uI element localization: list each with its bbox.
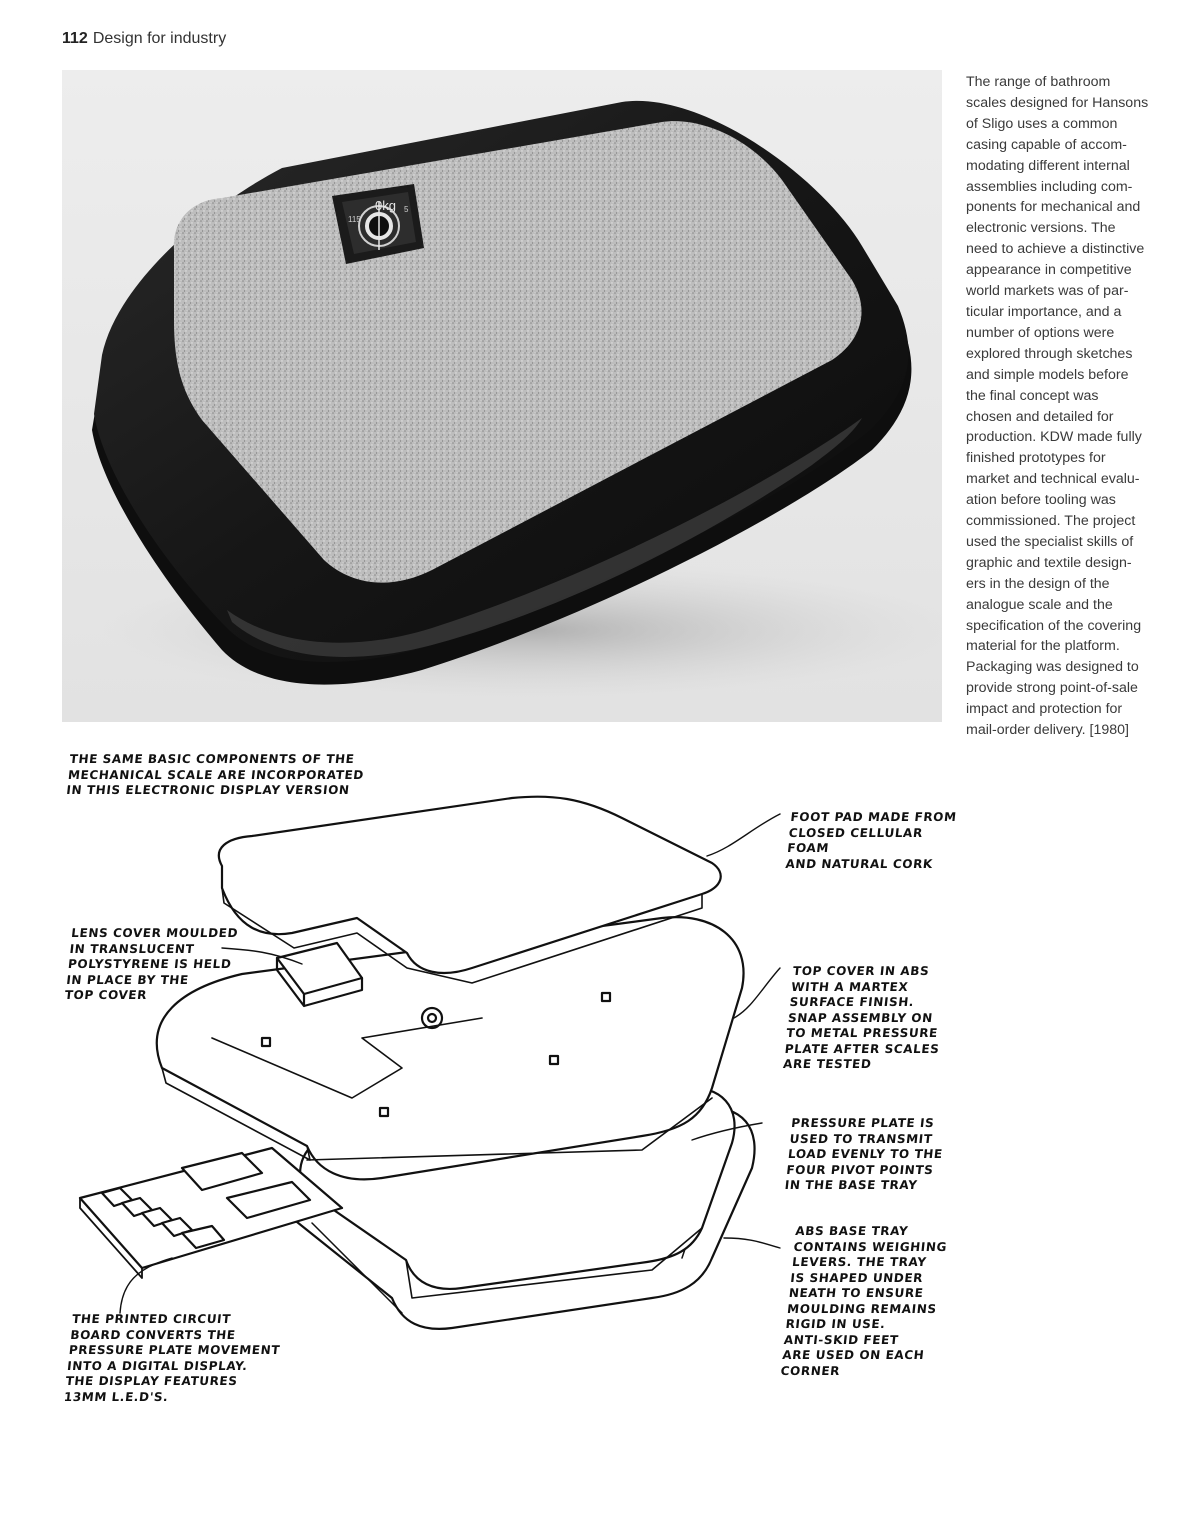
leader-foot-pad xyxy=(707,814,780,856)
leader-base-tray xyxy=(724,1238,780,1248)
dial-left-number: 115 xyxy=(348,215,361,224)
scale-photo-illustration xyxy=(62,70,942,722)
section-title: Design for industry xyxy=(92,30,227,47)
scale-photograph xyxy=(62,70,942,722)
label-base-tray: ABS BASE TRAY CONTAINS WEIGHING LEVERS. THE TRAY IS SHAPED UNDER NEATH TO ENSURE MOULDING REMAINS RIGID IN USE. ANTI-SKID FEET ARE USED ON EACH CORNER xyxy=(780,1224,948,1378)
label-pressure-plate: PRESSURE PLATE IS USED TO TRANSMIT LOAD EVENLY TO THE FOUR PIVOT POINTS IN THE BASE TRAY xyxy=(784,1116,944,1192)
running-head xyxy=(62,30,226,48)
note-same-components: THE SAME BASIC COMPONENTS OF THE MECHANICAL SCALE ARE INCORPORATED IN THIS ELECTRONIC DISPLAY VERSION xyxy=(65,752,365,797)
dial-right-number: 5 xyxy=(404,205,409,214)
exploded-view-diagram xyxy=(62,738,962,1438)
label-top-cover: TOP COVER IN ABS WITH A MARTEX SURFACE FINISH. SNAP ASSEMBLY ON TO METAL PRESSURE PLATE AFTER SCALES ARE TESTED xyxy=(782,964,941,1071)
label-circuit-board: THE PRINTED CIRCUIT BOARD CONVERTS THE PRESSURE PLATE MOVEMENT INTO A DIGITAL DISPLAY. THE DISPLAY FEATURES 13MM L.E.D'S. xyxy=(63,1312,281,1404)
page-number: 112 xyxy=(62,30,88,47)
caption-text: The range of bathroom scales designed for Hansons of Sligo uses a common casing capable of accom- modating different internal assemblies including com- ponents for mechanical and electronic versions. The need to achieve a distinctive appearance in competitive world markets was of par- ticular importance, and a number of options were explored through sketches and simple models before the final concept was chosen and detailed for production. KDW made fully finished prototypes for market and technical evalu- ation before tooling was commissioned. The project used the specialist skills of graphic and textile design- ers in the design of the analogue scale and the specification of the covering material for the platform. Packaging was designed to provide strong point-of-sale impact and protection for mail-order delivery. [1980] xyxy=(966,74,1149,739)
label-lens-cover: LENS COVER MOULDED IN TRANSLUCENT POLYSTYRENE IS HELD IN PLACE BY THE TOP COVER xyxy=(64,926,239,1002)
label-foot-pad: FOOT PAD MADE FROM CLOSED CELLULAR FOAM AND NATURAL CORK xyxy=(784,810,958,871)
dial-reading: 0kg xyxy=(375,198,396,213)
